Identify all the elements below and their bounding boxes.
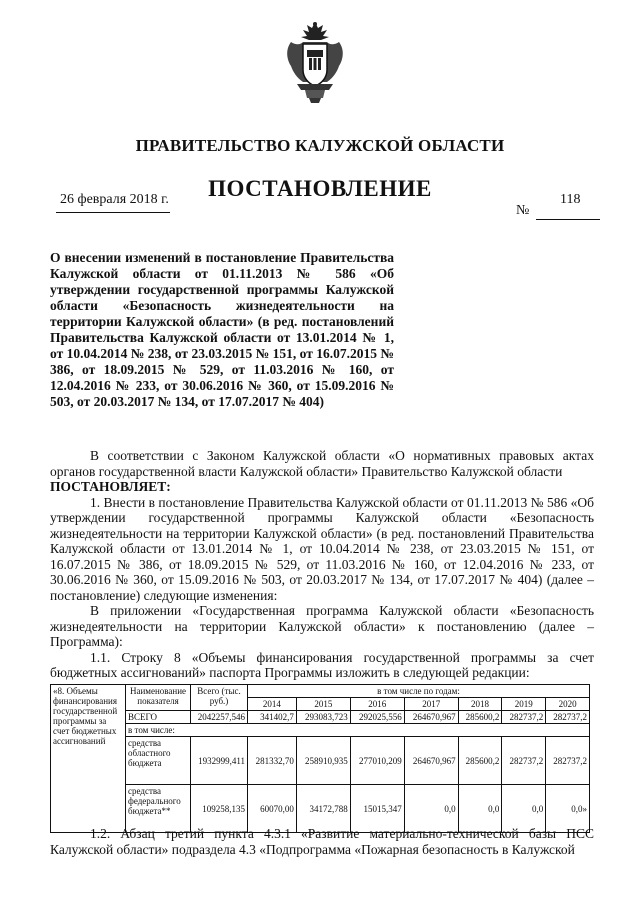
table-cell: 341402,7 — [248, 711, 297, 724]
document-type: ПОСТАНОВЛЕНИЕ — [208, 176, 432, 201]
table-row — [51, 724, 590, 737]
table-cell: 1932999,411 — [191, 737, 248, 785]
table-header-total: Всего (тыс. руб.) — [191, 685, 248, 711]
number-underline — [536, 219, 600, 220]
table-header-year: 2017 — [404, 698, 458, 711]
item-1-1-paragraph: 1.1. Строку 8 «Объемы финансирования государственной программы за счет бюджетных ассигнований» паспорта Программы изложить в следующей редакции: — [50, 649, 594, 680]
item-1-paragraph: 1. Внести в постановление Правительства Калужской области от 01.11.2013 № 586 «Об утверждении государственной программы Калужской области «Безопасность жизнедеятельности на территории Калужской области» (в ред. постановлений Правительства Калужской области от 13.01.2014 № 1, от 10.04.2014 № 238, от 23.03.2015 № 151, от 16.07.2015 № 386, от 18.09.2015 № 529, от 11.03.2016 № 160, от 12.04.2016 № 233, от 30.06.2016 № 360, от 15.09.2016 № 503, от 20.03.2017 № 134, от 17.07.2017 № 404) (далее – постановление) следующие изменения: — [50, 494, 594, 603]
intro-paragraph: В соответствии с Законом Калужской области «О нормативных правовых актах органов государственной власти Калужской области» Правительство Калужской области — [50, 448, 594, 479]
table-cell: 264670,967 — [404, 711, 458, 724]
table-cell: 285600,2 — [458, 711, 502, 724]
table-header-year: 2014 — [248, 698, 297, 711]
table-cell: 277010,209 — [350, 737, 404, 785]
decree-date: 26 февраля 2018 г. — [60, 192, 169, 207]
table-cell: 2042257,546 — [191, 711, 248, 724]
government-title: ПРАВИТЕЛЬСТВО КАЛУЖСКОЙ ОБЛАСТИ — [135, 136, 505, 155]
table-row-label: «8. Объемы финансирования государственной программы за счет бюджетных ассигнований — [51, 685, 126, 833]
table-cell: 109258,135 — [191, 785, 248, 833]
table-row — [51, 737, 590, 785]
table-cell: 0,0» — [546, 785, 590, 833]
table-cell: 282737,2 — [546, 737, 590, 785]
table-row — [51, 711, 590, 724]
appendix-paragraph: В приложении «Государственная программа Калужской области «Безопасность жизнедеятельности на территории Калужской области» к постановлению (далее – Программа): — [50, 603, 594, 649]
table-header-year: 2020 — [546, 698, 590, 711]
item-1-2-paragraph: 1.2. Абзац третий пункта 4.3.1 «Развитие материально-технической базы ПСС Калужской области» подраздела 4.3 «Подпрограмма «Пожарная безопасность в Калужской — [50, 826, 594, 857]
financing-table — [50, 684, 590, 833]
table-header-name: Наименование показателя — [126, 685, 191, 711]
coat-of-arms-emblem — [283, 20, 347, 104]
table-cell: 282737,2 — [546, 711, 590, 724]
number-sign: № — [516, 203, 530, 218]
table-cell: 60070,00 — [248, 785, 297, 833]
table-cell: ВСЕГО — [126, 711, 191, 724]
decree-number: 118 — [560, 192, 581, 207]
table-cell: 15015,347 — [350, 785, 404, 833]
table-cell: 293083,723 — [296, 711, 350, 724]
table-cell: средства федерального бюджета** — [126, 785, 191, 833]
table-cell: 34172,788 — [296, 785, 350, 833]
resolves-heading: ПОСТАНОВЛЯЕТ: — [50, 479, 171, 494]
table-cell: 285600,2 — [458, 737, 502, 785]
table-header-year: 2015 — [296, 698, 350, 711]
table-cell: 281332,70 — [248, 737, 297, 785]
table-header-years-group: в том числе по годам: — [248, 685, 590, 698]
table-cell: 258910,935 — [296, 737, 350, 785]
table-cell: 282737,2 — [502, 711, 546, 724]
table-cell: 282737,2 — [502, 737, 546, 785]
decree-body-continued — [50, 826, 594, 857]
table-cell: 292025,556 — [350, 711, 404, 724]
date-underline — [56, 212, 170, 213]
table-header-year: 2016 — [350, 698, 404, 711]
table-cell: в том числе: — [126, 724, 590, 737]
table-cell: 264670,967 — [404, 737, 458, 785]
decree-subject: О внесении изменений в постановление Правительства Калужской области от 01.11.2013 № 586 «Об утверждении государственной программы Калужской области «Безопасность жизнедеятельности на территории Калужской области» (в ред. постановлений Правительства Калужской области от 13.01.2014 № 1, от 10.04.2014 № 238, от 23.03.2015 № 151, от 16.07.2015 № 386, от 18.09.2015 № 529, от 11.03.2016 № 160, от 12.04.2016 № 233, от 30.06.2016 № 360, от 15.09.2016 № 503, от 20.03.2017 № 134, от 17.07.2017 № 404) — [50, 250, 394, 409]
table-cell: 0,0 — [404, 785, 458, 833]
table-cell: 0,0 — [458, 785, 502, 833]
decree-body — [50, 448, 594, 681]
table-header-year: 2018 — [458, 698, 502, 711]
table-cell: 0,0 — [502, 785, 546, 833]
table-cell: средства областного бюджета — [126, 737, 191, 785]
table-header-year: 2019 — [502, 698, 546, 711]
